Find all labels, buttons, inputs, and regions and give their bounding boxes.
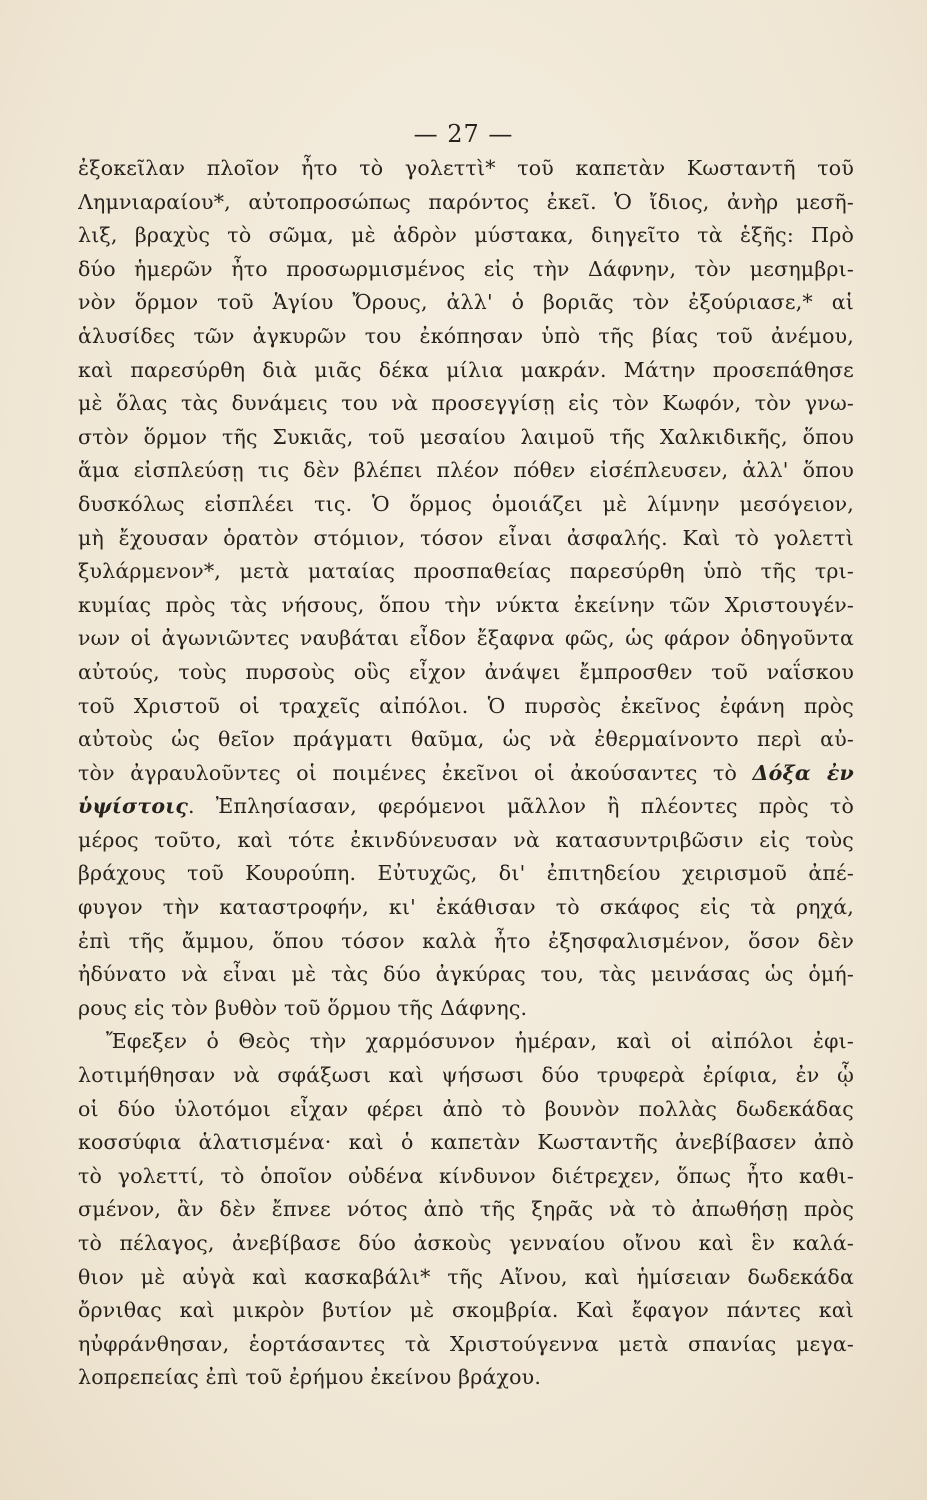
text-line: τὸ πέλαγος, ἀνεβίβασε δύο ἀσκοὺς γενναίου οἴνου καὶ ἓν καλά-: [78, 1231, 854, 1255]
emphasized-phrase: ὑψίστοις: [78, 794, 189, 819]
text-line: βράχους τοῦ Κουρούπη. Εὐτυχῶς, δι' ἐπιτηδείου χειρισμοῦ ἀπέ-: [78, 861, 854, 886]
text-line: τοῦ Χριστοῦ οἱ τραχεῖς αἰπόλοι. Ὁ πυρσὸς ἐκεῖνος ἐφάνη πρὸς: [78, 693, 854, 718]
text-line: νὸν ὅρμον τοῦ Ἁγίου Ὄρους, ἀλλ' ὁ βοριᾶς τὸν ἐξούριασε,* αἱ: [78, 290, 854, 315]
text-line: Ἔφεξεν ὁ Θεὸς τὴν χαρμόσυνον ἡμέραν, καὶ οἱ αἰπόλοι ἐφι-: [106, 1029, 854, 1054]
text-line: ἐξοκεῖλαν πλοῖον ἦτο τὸ γολεττὶ* τοῦ καπετὰν Κωσταντῆ τοῦ: [78, 156, 854, 180]
text-line: νων οἱ ἀγωνιῶντες ναυβάται εἶδον ἔξαφνα φῶς, ὡς φάρον ὁδηγοῦντα: [78, 626, 854, 651]
text-line: σμένον, ἂν δὲν ἔπνεε νότος ἀπὸ τῆς ξηρᾶς νὰ τὸ ἀπωθήσῃ πρὸς: [78, 1197, 854, 1222]
text-line: τὸν ἀγραυλοῦντες οἱ ποιμένες ἐκεῖνοι οἱ ἀκούσαντες τὸ Δόξα ἐν: [78, 760, 854, 785]
text-line: μὴ ἔχουσαν ὁρατὸν στόμιον, τόσον εἶναι ἀσφαλής. Καὶ τὸ γολεττὶ: [78, 525, 854, 550]
text-line: ξυλάρμενον*, μετὰ ματαίας προσπαθείας παρεσύρθη ὑπὸ τῆς τρι-: [78, 559, 854, 584]
text-line: μέρος τοῦτο, καὶ τότε ἐκινδύνευσαν νὰ κατασυντριβῶσιν εἰς τοὺς: [78, 827, 854, 852]
text-line: λοπρεπείας ἐπὶ τοῦ ἐρήμου ἐκείνου βράχου.: [78, 1365, 542, 1390]
text-line: ρους εἰς τὸν βυθὸν τοῦ ὅρμου τῆς Δάφνης.: [78, 995, 528, 1020]
emphasized-phrase: Δόξα ἐν: [752, 760, 854, 785]
text-line: θιον μὲ αὐγὰ καὶ κασκαβάλι* τῆς Αἴνου, καὶ ἡμίσειαν δωδεκάδα: [78, 1264, 854, 1289]
text-line: ὄρνιθας καὶ μικρὸν βυτίον μὲ σκομβρία. Καὶ ἔφαγον πάντες καὶ: [78, 1298, 854, 1323]
text-line: μὲ ὅλας τὰς δυνάμεις του νὰ προσεγγίσῃ εἰς τὸν Κωφόν, τὸν γνω-: [78, 391, 854, 416]
text-line: ἅμα εἰσπλεύσῃ τις δὲν βλέπει πλέον πόθεν εἰσέπλευσεν, ἀλλ' ὅπου: [78, 458, 854, 483]
text-line: αὐτοὺς ὡς θεῖον πράγματι θαῦμα, ὡς νὰ ἐθερμαίνοντο περὶ αὐ-: [78, 727, 854, 752]
text-line: αὐτούς, τοὺς πυρσοὺς οὓς εἶχον ἀνάψει ἔμπροσθεν τοῦ ναΐσκου: [78, 659, 854, 684]
text-line: φυγον τὴν καταστροφήν, κι' ἐκάθισαν τὸ σκάφος εἰς τὰ ρηχά,: [78, 895, 854, 920]
text-line: κοσσύφια ἁλατισμένα· καὶ ὁ καπετὰν Κωσταντῆς ἀνεβίβασεν ἀπὸ: [78, 1130, 854, 1155]
text-line: ἁλυσίδες τῶν ἀγκυρῶν του ἐκόπησαν ὑπὸ τῆς βίας τοῦ ἀνέμου,: [78, 323, 854, 348]
text-line: ἠδύνατο νὰ εἶναι μὲ τὰς δύο ἀγκύρας του, τὰς μεινάσας ὡς ὁμή-: [78, 962, 854, 987]
text-line: ἐπὶ τῆς ἄμμου, ὅπου τόσον καλὰ ἦτο ἐξησφαλισμένον, ὅσον δὲν: [78, 928, 854, 953]
text-line: ηὐφράνθησαν, ἑορτάσαντες τὰ Χριστούγεννα μετὰ σπανίας μεγα-: [78, 1331, 854, 1356]
page-number: — 27 —: [413, 120, 514, 148]
text-line: δυσκόλως εἰσπλέει τις. Ὁ ὅρμος ὁμοιάζει μὲ λίμνην μεσόγειον,: [78, 491, 854, 516]
text-line: δύο ἡμερῶν ἦτο προσωρμισμένος εἰς τὴν Δάφνην, τὸν μεσημβρι-: [78, 256, 854, 281]
text-line: οἱ δύο ὑλοτόμοι εἶχαν φέρει ἀπὸ τὸ βουνὸν πολλὰς δωδεκάδας: [78, 1096, 854, 1121]
text-line: τὸ γολεττί, τὸ ὁποῖον οὐδένα κίνδυνον διέτρεχεν, ὅπως ἦτο καθι-: [78, 1163, 854, 1188]
text-line: ὑψίστοις. Ἐπλησίασαν, φερόμενοι μᾶλλον ἢ πλέοντες πρὸς τὸ: [78, 794, 854, 819]
body-text: [78, 152, 854, 1395]
text-line: λιξ, βραχὺς τὸ σῶμα, μὲ ἁδρὸν μύστακα, διηγεῖτο τὰ ἑξῆς: Πρὸ: [78, 223, 854, 248]
text-line: κυμίας πρὸς τὰς νήσους, ὅπου τὴν νύκτα ἐκείνην τῶν Χριστουγέν-: [78, 592, 854, 617]
text-line: στὸν ὅρμον τῆς Συκιᾶς, τοῦ μεσαίου λαιμοῦ τῆς Χαλκιδικῆς, ὅπου: [78, 424, 854, 449]
text-line: καὶ παρεσύρθη διὰ μιᾶς δέκα μίλια μακράν. Μάτην προσεπάθησε: [78, 357, 854, 382]
text-line: λοτιμήθησαν νὰ σφάξωσι καὶ ψήσωσι δύο τρυφερὰ ἐρίφια, ἐν ᾧ: [78, 1063, 854, 1088]
text-line: Λημνιαραίου*, αὐτοπροσώπως παρόντος ἐκεῖ. Ὁ ἴδιος, ἀνὴρ μεσῆ-: [78, 189, 854, 214]
